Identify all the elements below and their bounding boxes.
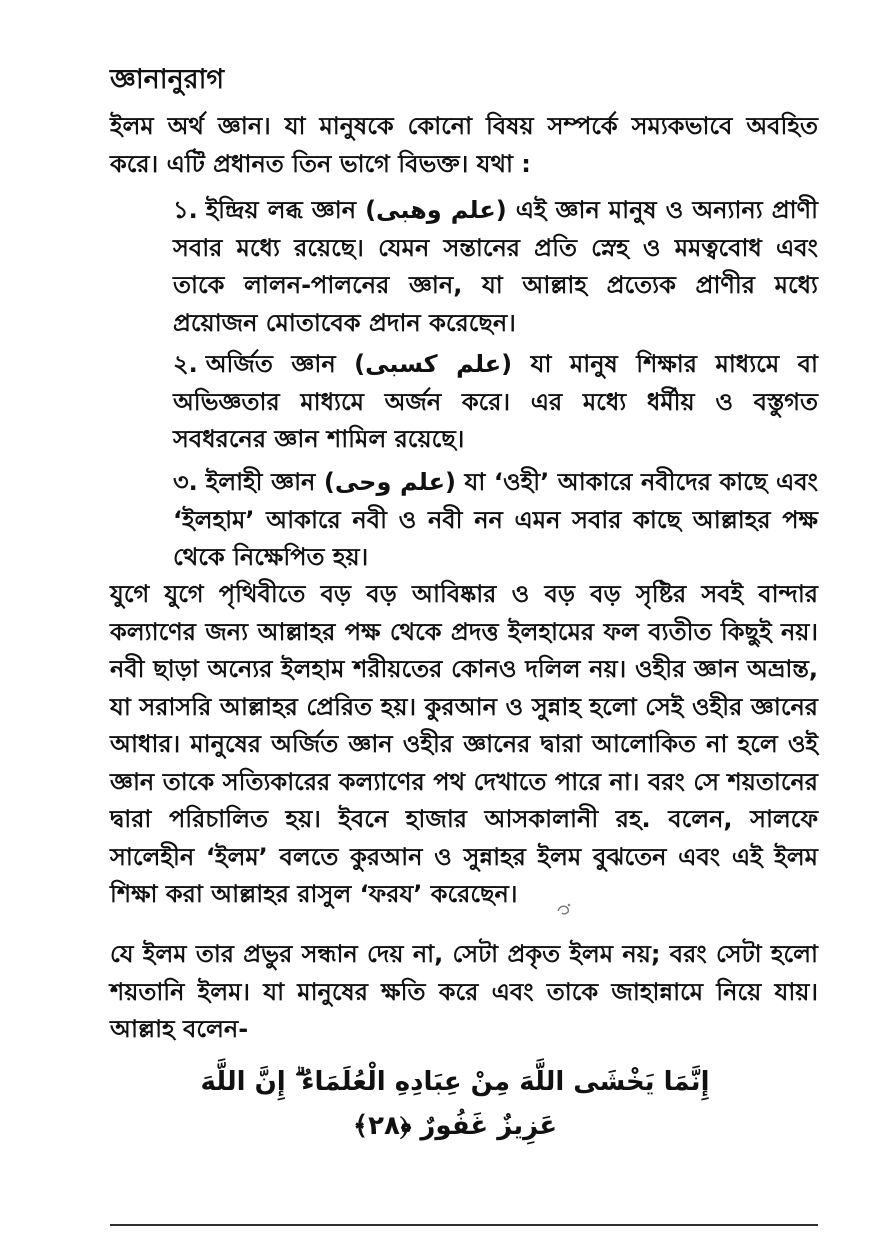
arabic-term: علم وحى: [334, 468, 445, 496]
arabic-term: علم كسبى: [365, 350, 502, 378]
item-title: ইন্দ্রিয় লব্ধ জ্ঞান (: [205, 196, 377, 224]
bottom-rule: [110, 1224, 818, 1226]
section-heading: জ্ঞানানুরাগ: [110, 64, 225, 95]
item-text: ) যা মানুষ শিক্ষার মাধ্যমে বা অভিজ্ঞতার মাধ্যমে অর্জন করে। এর মধ্যে ধর্মীয় ও বস্তুগত সবধরনের জ্ঞান শামিল রয়েছে।: [173, 350, 818, 453]
item-number: ১.: [173, 196, 198, 224]
item-title: অর্জিত জ্ঞান (: [205, 350, 366, 378]
body-paragraph-2: যুগে যুগে পৃথিবীতে বড় বড় আবিষ্কার ও বড় বড় সৃষ্টির সবই বান্দার কল্যাণের জন্য আল্লাহর পক্ষ থেকে প্রদত্ত ইলহামের ফল ব্যতীত কিছুই নয়। নবী ছাড়া অন্যের ইলহাম শরীয়তের কোনও দলিল নয়। ওহীর জ্ঞান অভ্রান্ত, যা সরাসরি আল্লাহর প্রেরিত হয়। কুরআন ও সুন্নাহ হলো সেই ওহীর জ্ঞানের আধার। মানুষের অর্জিত জ্ঞান ওহীর জ্ঞানের দ্বারা আলোকিত না হলে ওই জ্ঞান তাকে সত্যিকারের কল্যাণের পথ দেখাতে পারে না। বরং সে শয়তানের দ্বারা পরিচালিত হয়। ইবনে হাজার আসকালানী রহ. বলেন, সালফে সালেহীন ‘ইলম’ বলতে কুরআন ও সুন্নাহর ইলম বুঝতেন এবং এই ইলম শিক্ষা করা আল্লাহর রাসুল ‘ফরয’ করেছেন।: [110, 580, 818, 908]
list-item-1: [173, 192, 818, 342]
item-number: ২.: [173, 350, 198, 378]
item-title: ইলাহী জ্ঞান (: [205, 468, 335, 496]
item-number: ৩.: [173, 468, 198, 496]
intro-paragraph: ইলম অর্থ জ্ঞান। যা মানুষকে কোনো বিষয় সম্পর্কে সম্যকভাবে অবহিত করে। এটি প্রধানত তিন ভাগে বিভক্ত। যথা :: [110, 112, 818, 178]
ink-smudge-mark: [552, 897, 576, 921]
body-paragraph-3: যে ইলম তার প্রভুর সন্ধান দেয় না, সেটা প্রকৃত ইলম নয়; বরং সেটা হলো শয়তানি ইলম। যা মানুষের ক্ষতি করে এবং তাকে জাহান্নামে নিয়ে যায়। আল্লাহ বলেন-: [110, 940, 818, 1043]
quran-verse: إِنَّمَا يَخْشَى اللَّهَ مِنْ عِبَادِهِ الْعُلَمَاءُ ۗ إِنَّ اللَّهَ عَزِيزٌ غَفُورٌ ﴿٢٨﴾: [200, 1067, 710, 1141]
item-text: ) এই জ্ঞান মানুষ ও অন্যান্য প্রাণী সবার মধ্যে রয়েছে। যেমন সন্তানের প্রতি স্নেহ ও মমত্ববোধ এবং তাকে লালন-পালনের জ্ঞান, যা আল্লাহ প্রত্যেক প্রাণীর মধ্যে প্রয়োজন মোতাবেক প্রদান করেছেন।: [173, 196, 818, 337]
item-text: ) যা ‘ওহী’ আকারে নবীদের কাছে এবং ‘ইলহাম’ আকারে নবী ও নবী নন এমন সবার কাছে আল্লাহর পক্ষ থেকে নিক্ষেপিত হয়।: [173, 468, 818, 571]
list-item-3: [173, 464, 818, 577]
arabic-term: علم وهبى: [376, 196, 496, 224]
list-item-2: [173, 346, 818, 459]
